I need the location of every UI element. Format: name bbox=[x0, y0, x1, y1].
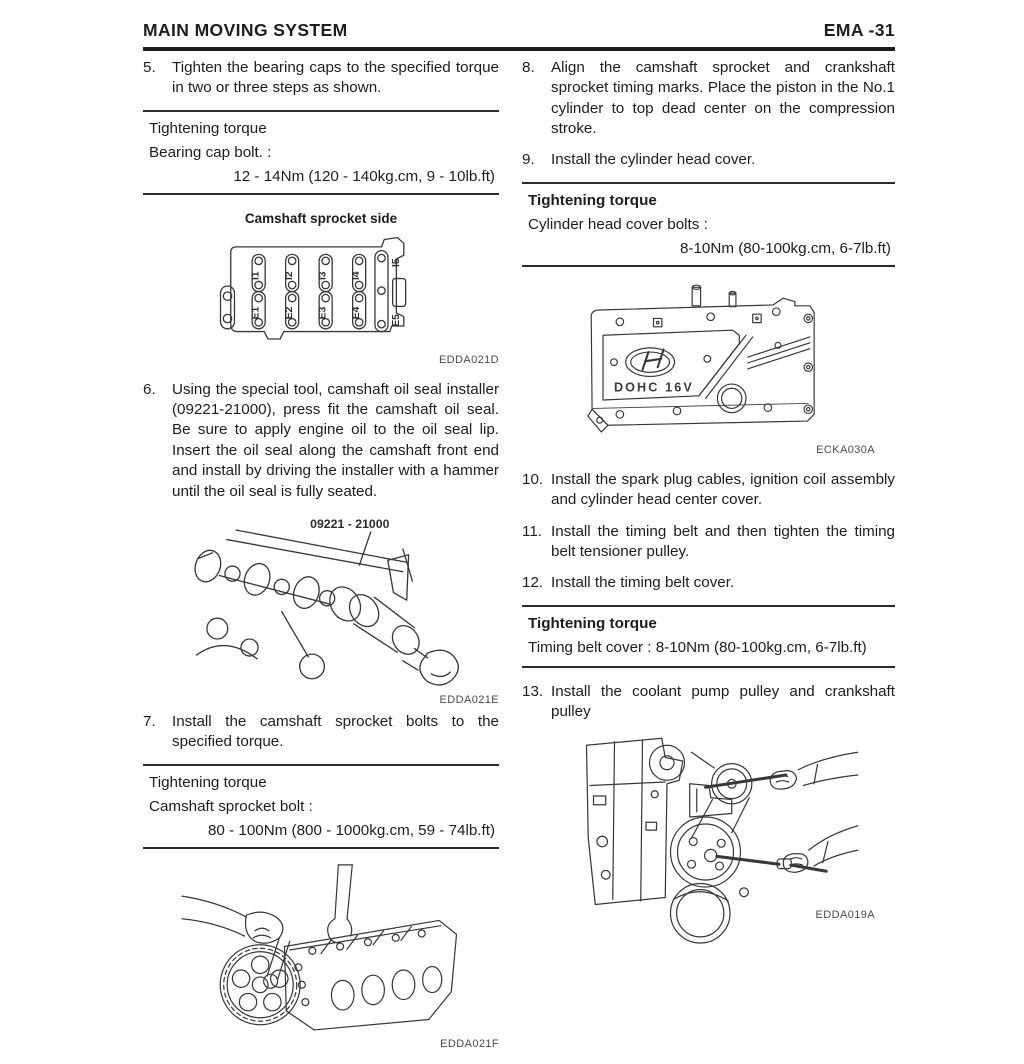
torque-label: Cylinder head cover bolts : bbox=[528, 215, 708, 233]
figure-code: EDDA021E bbox=[439, 693, 499, 706]
step-text: Install the camshaft sprocket bolts to the specified torque. bbox=[172, 712, 499, 751]
step-text: Install the timing belt cover. bbox=[551, 574, 735, 592]
head-cover-illustration bbox=[566, 283, 852, 443]
step-8 bbox=[522, 58, 895, 139]
torque-label: Camshaft sprocket bolt : bbox=[149, 797, 313, 815]
page-header bbox=[143, 20, 895, 51]
step-6 bbox=[143, 380, 499, 502]
figure-coolant-pump-pulley bbox=[522, 733, 895, 921]
torque-box-head-cover bbox=[522, 182, 895, 267]
page-number: EMA -31 bbox=[823, 20, 895, 40]
bearing-cap-label-i4: I4 bbox=[351, 271, 363, 280]
figure-cylinder-head-cover bbox=[522, 283, 895, 456]
step-number: 7. bbox=[143, 712, 156, 730]
step-number: 13. bbox=[522, 682, 544, 700]
bearing-cap-label-e4: E4 bbox=[351, 306, 363, 319]
torque-heading: Tightening torque bbox=[149, 119, 267, 137]
oil-seal-installer-illustration bbox=[170, 513, 473, 693]
step-9 bbox=[522, 150, 895, 170]
step-text: Align the camshaft sprocket and crankshaft sprocket timing marks. Place the piston in the No.1 cylinder to top dead center on the compression stroke. bbox=[551, 59, 895, 138]
step-5 bbox=[143, 58, 499, 99]
section-title: MAIN MOVING SYSTEM bbox=[143, 20, 348, 40]
torque-box-timing-belt-cover bbox=[522, 605, 895, 668]
figure-camshaft-sprocket-bolt bbox=[143, 863, 499, 1050]
step-13 bbox=[522, 682, 895, 723]
torque-box-camshaft-sprocket bbox=[143, 764, 499, 849]
bearing-cap-label-e2: E2 bbox=[284, 306, 296, 319]
figure-code: EDDA019A bbox=[815, 909, 875, 922]
step-text: Tighten the bearing caps to the specified torque in two or three steps as shown. bbox=[172, 59, 499, 97]
bearing-cap-label-i3: I3 bbox=[317, 271, 329, 280]
figure-oil-seal-installer bbox=[143, 513, 499, 706]
pulley-install-illustration bbox=[560, 733, 858, 908]
step-number: 8. bbox=[522, 59, 535, 76]
figure-code: EDDA021D bbox=[438, 353, 499, 366]
special-tool-number-label: 09221 - 21000 bbox=[309, 517, 389, 532]
figure-code: ECKA030A bbox=[816, 443, 875, 456]
bearing-cap-label-i5: I5 bbox=[391, 258, 403, 267]
step-number: 6. bbox=[143, 380, 156, 398]
step-text: Install the coolant pump pulley and crankshaft pulley bbox=[551, 682, 895, 720]
torque-value: 80 - 100Nm (800 - 1000kg.cm, 59 - 74lb.ft) bbox=[207, 821, 495, 839]
step-11 bbox=[522, 522, 895, 563]
step-number: 9. bbox=[522, 151, 535, 169]
bearing-cap-label-i2: I2 bbox=[284, 271, 296, 280]
step-text: Using the special tool, camshaft oil seal installer (09221-21000), press fit the camshaft oil seal. Be sure to apply engine oil to the oil seal lip. Insert the oil seal along the camshaft front end and install by driving the installer with a hammer until the oil seal is fully seated. bbox=[172, 380, 499, 500]
right-column bbox=[522, 58, 895, 935]
torque-box-bearing-cap bbox=[143, 110, 499, 195]
torque-line: Timing belt cover : 8-10Nm (80-100kg.cm, 6-7lb.ft) bbox=[528, 638, 867, 656]
torque-heading: Tightening torque bbox=[528, 614, 657, 632]
step-text: Install the timing belt and then tighten the timing belt tensioner pulley. bbox=[551, 522, 895, 560]
torque-heading: Tightening torque bbox=[528, 191, 657, 209]
step-number: 12. bbox=[522, 574, 544, 592]
figure-bearing-caps bbox=[143, 211, 499, 366]
bearing-cap-label-e3: E3 bbox=[317, 306, 329, 319]
step-7 bbox=[143, 712, 499, 753]
engine-cover-text: DOHC 16V bbox=[613, 380, 694, 395]
torque-value: 8-10Nm (80-100kg.cm, 6-7lb.ft) bbox=[679, 239, 891, 257]
step-number: 5. bbox=[143, 59, 156, 76]
step-10 bbox=[522, 470, 895, 511]
figure-caption: Camshaft sprocket side bbox=[244, 210, 398, 226]
bearing-cap-label-i1: I1 bbox=[250, 271, 262, 280]
step-number: 10. bbox=[522, 470, 544, 488]
step-number: 11. bbox=[522, 522, 542, 540]
step-12 bbox=[522, 573, 895, 593]
figure-code: EDDA021F bbox=[440, 1037, 499, 1050]
bearing-cap-label-e5: E5 bbox=[391, 313, 403, 327]
bearing-cap-label-e1: E1 bbox=[250, 306, 262, 319]
bearing-cap-diagram-illustration bbox=[214, 232, 428, 353]
step-text: Install the spark plug cables, ignition coil assembly and cylinder head center cover. bbox=[551, 470, 895, 509]
torque-heading: Tightening torque bbox=[149, 773, 267, 791]
torque-value: 12 - 14Nm (120 - 140kg.cm, 9 - 10lb.ft) bbox=[233, 167, 495, 185]
left-column bbox=[143, 58, 499, 1064]
torque-label: Bearing cap bolt. : bbox=[149, 143, 272, 161]
step-text: Install the cylinder head cover. bbox=[551, 151, 756, 169]
sprocket-wrench-illustration bbox=[182, 863, 460, 1037]
